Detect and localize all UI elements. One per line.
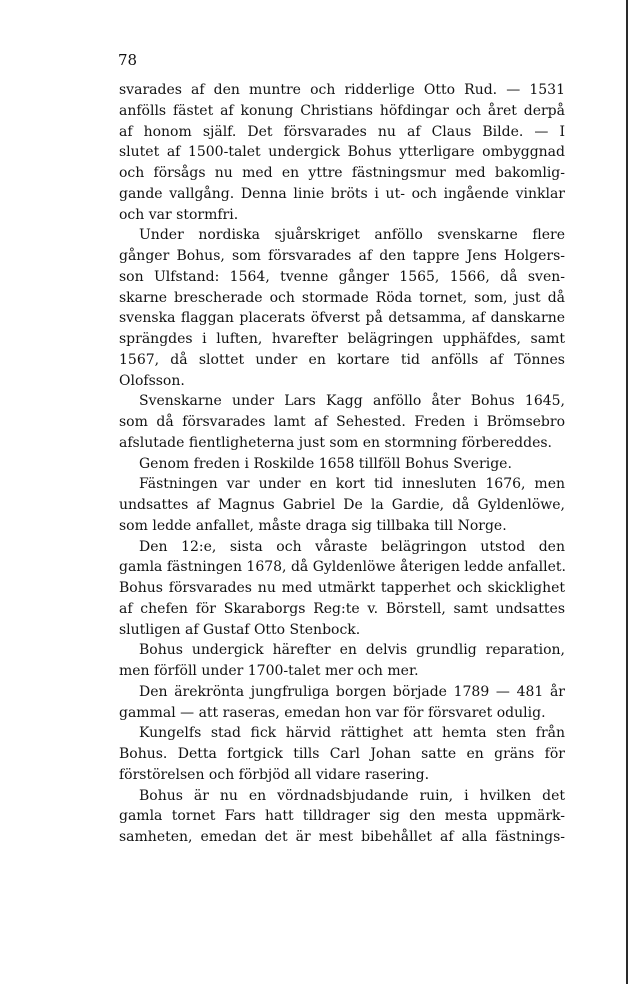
text-line: och var stormfri. (119, 206, 239, 223)
text-line: son Ulfstand: 1564, tvenne gånger 1565, 1566, då sven- (119, 268, 565, 285)
text-line: 1567, då slottet under en kortare tid anfölls af Tönnes (119, 351, 565, 368)
paragraph (119, 225, 565, 391)
paragraph (119, 640, 565, 682)
paragraph (119, 786, 565, 848)
text-line: gande vallgång. Denna linie bröts i ut- och ingående vinklar (119, 185, 565, 202)
text-line: undsattes af Magnus Gabriel De la Gardie, då Gyldenlöwe, (119, 497, 565, 513)
text-line: skarne brescherade och stormade Röda tornet, som, just då (119, 289, 565, 306)
body-text (119, 80, 565, 848)
text-line: och försågs nu med en yttre fästningsmur med bakomlig- (119, 165, 565, 181)
text-line: Bohus. Detta fortgick tills Carl Johan satte en gräns för (119, 746, 565, 762)
text-line: anfölls fästet af konung Christians höfdingar och året derpå (119, 102, 565, 119)
text-line: Den ärekrönta jungfruliga borgen började 1789 — 481 år (139, 683, 565, 700)
paragraph (119, 723, 565, 785)
page-edge-border (626, 0, 628, 984)
paragraph (119, 391, 565, 453)
paragraph (119, 80, 565, 225)
text-line: Den 12:e, sista och våraste belägringon utstod den (139, 538, 565, 555)
text-line: Under nordiska sjuårskriget anföllo svenskarne flere (139, 227, 565, 244)
text-line: förstörelsen och förbjöd all vidare rasering. (119, 766, 430, 783)
paragraph (119, 682, 565, 724)
text-line: som ledde anfallet, måste draga sig tillbaka till Norge. (119, 517, 507, 534)
text-line: gamla fästningen 1678, då Gyldenlöwe återigen ledde anfallet. (119, 559, 566, 576)
text-line: Genom freden i Roskilde 1658 tillföll Bohus Sverige. (139, 455, 512, 472)
page-number: 78 (118, 51, 138, 69)
text-line: slutligen af Gustaf Otto Stenbock. (119, 621, 361, 638)
text-line: Olofsson. (119, 372, 185, 389)
text-line: men förföll under 1700-talet mer och mer. (119, 663, 419, 679)
paragraph (119, 454, 565, 475)
text-line: af chefen för Skaraborgs Reg:te v. Börstell, samt undsattes (119, 600, 565, 617)
text-line: slutet af 1500-talet undergick Bohus ytterligare ombyggnad (119, 144, 565, 161)
text-line: svenska flaggan placerats öfverst på detsamma, af danskarne (119, 310, 565, 327)
text-line: Svenskarne under Lars Kagg anföllo åter Bohus 1645, (139, 393, 565, 410)
text-line: afslutade fientligheterna just som en stormning förbereddes. (119, 434, 552, 451)
text-line: Bohus försvarades nu med utmärkt tapperhet och skicklighet (119, 580, 565, 596)
text-line: gamla tornet Fars hatt tilldrager sig den mesta uppmärk- (119, 808, 565, 825)
text-line: samheten, emedan det är mest bibehållet af alla fästnings- (119, 829, 565, 845)
text-line: sprängdes i luften, hvarefter belägringen upphäfdes, samt (119, 331, 565, 347)
text-line: gånger Bohus, som försvarades af den tappre Jens Holgers- (119, 248, 565, 264)
text-line: Bohus undergick härefter en delvis grundlig reparation, (139, 642, 565, 659)
text-line: Bohus är nu en vördnadsbjudande ruin, i hvilken det (139, 787, 565, 804)
text-line: af honom själf. Det försvarades nu af Claus Bilde. — I (119, 123, 565, 140)
paragraph (119, 537, 565, 641)
text-line: svarades af den muntre och ridderlige Otto Rud. — 1531 (119, 82, 565, 98)
text-line: Fästningen var under en kort tid innesluten 1676, men (139, 476, 565, 493)
text-line: gammal — att raseras, emedan hon var för försvaret odulig. (119, 704, 546, 721)
text-line: Kungelfs stad fick härvid rättighet att hemta sten från (139, 725, 565, 742)
paragraph (119, 474, 565, 536)
text-line: som då försvarades lamt af Sehested. Freden i Brömsebro (119, 414, 565, 430)
